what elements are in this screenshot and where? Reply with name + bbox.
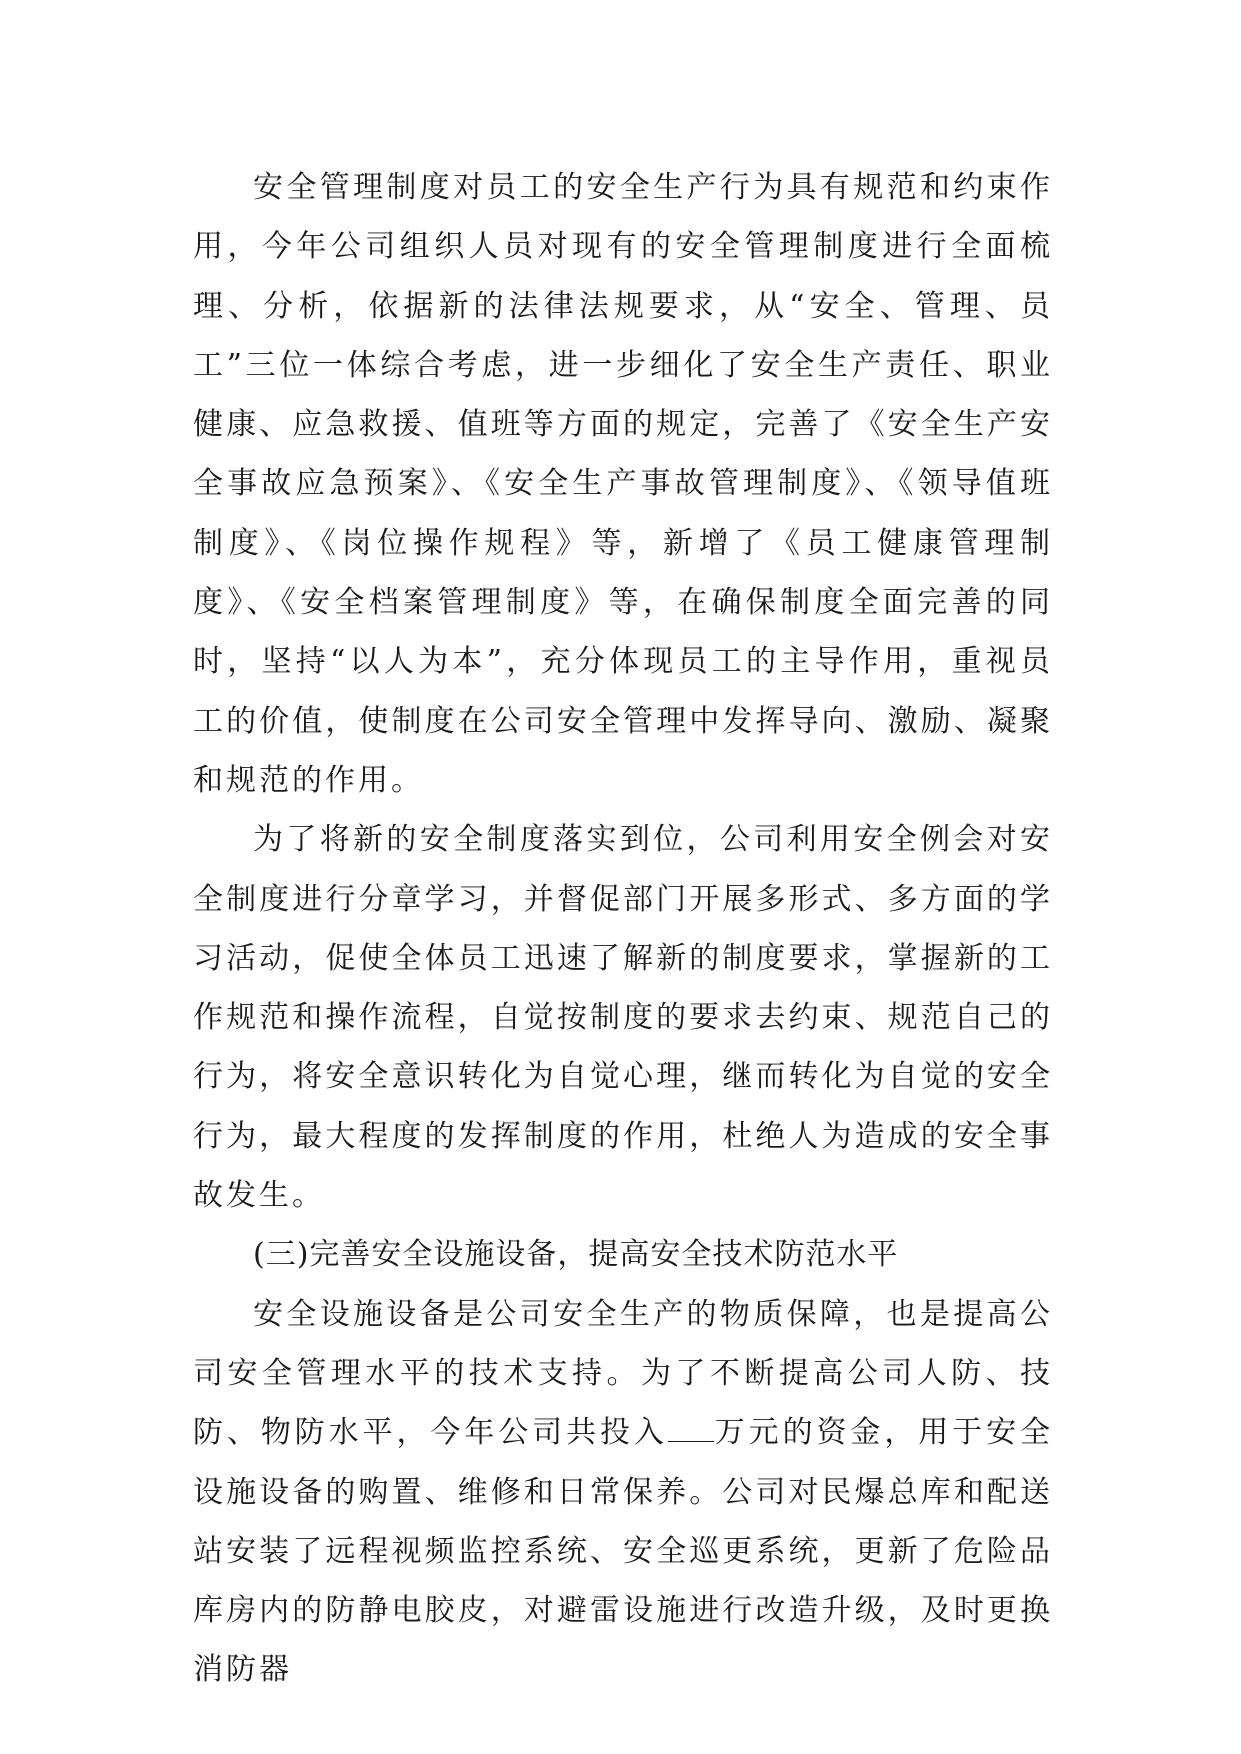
fill-in-blank	[668, 1415, 714, 1442]
paragraph-safety-management-system: 安全管理制度对员工的安全生产行为具有规范和约束作用，今年公司组织人员对现有的安全管理制度进行全面梳理、分析，依据新的法律法规要求，从“安全、管理、员工”三位一体综合考虑，进一步细化了安全生产责任、职业健康、应急救援、值班等方面的规定，完善了《安全生产安全事故应急预案》、《安全生产事故管理制度》、《领导值班制度》、《岗位操作规程》等，新增了《员工健康管理制度》、《安全档案管理制度》等，在确保制度全面完善的同时，坚持“以人为本”，充分体现员工的主导作用，重视员工的价值，使制度在公司安全管理中发挥导向、激励、凝聚和规范的作用。	[193, 170, 1053, 798]
paragraph-implementation: 为了将新的安全制度落实到位，公司利用安全例会对安全制度进行分章学习，并督促部门开展多形式、多方面的学习活动，促使全体员工迅速了解新的制度要求，掌握新的工作规范和操作流程，自觉按制度的要求去约束、规范自己的行为，将安全意识转化为自觉心理，继而转化为自觉的安全行为，最大程度的发挥制度的作用，杜绝人为造成的安全事故发生。	[193, 822, 1053, 1214]
paragraph-text-before-blank: 安全设施设备是公司安全生产的物质保障，也是提高公司安全管理水平的技术支持。为了不断提高公司人防、技防、物防水平，今年公司共投入	[193, 1296, 1053, 1451]
paragraph-text-after-blank: 万元的资金，用于安全设施设备的购置、维修和日常保养。公司对民爆总库和配送站安装了远程视频监控系统、安全巡更系统，更新了危险品库房内的防静电胶皮，对避雷设施进行改造升级，及时更换消防器	[193, 1415, 1054, 1688]
section-heading: (三)完善安全设施设备，提高安全技术防范水平	[253, 1237, 899, 1273]
document-body	[193, 158, 1053, 1700]
paragraph-facilities-equipment	[193, 1285, 1053, 1700]
